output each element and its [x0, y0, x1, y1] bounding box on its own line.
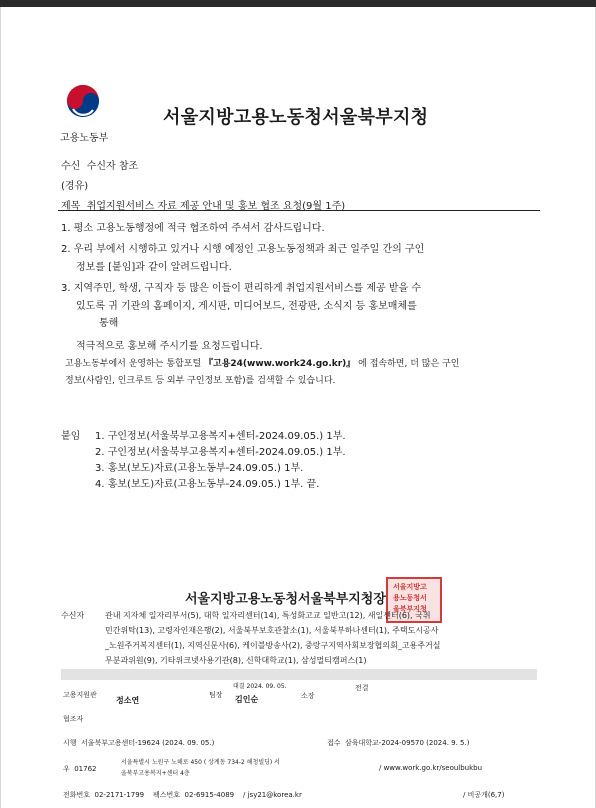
seal-text-line: 용노동청서 [393, 594, 427, 602]
recipients-line: _노원주거복지센터(1), 지역신문사(6), 케이블방송사(2), 중랑구지역사회보장협의회_고용주거실 [105, 641, 441, 650]
portal-note-suffix: 에 접속하면, 더 많은 구인 [358, 359, 460, 369]
recipients-line: 관내 지자체 일자리부서(5), 대학 일자리센터(14), 특성화고교 일반고(12), 새일센터(6), 국취 [105, 611, 431, 620]
postal-line [63, 764, 97, 774]
phone-label: 전화번호 [63, 791, 91, 799]
document-page [0, 7, 596, 808]
approval-role-4: 전결 [355, 684, 369, 692]
attachments-label: 붙임 [61, 431, 81, 442]
approval-date: 대결 2024. 09. 05. [233, 683, 287, 690]
approval-signature-1: 정소연 [116, 695, 140, 705]
approval-role-2: 팀장 [209, 691, 223, 699]
recipient-value: 수신자 참조 [86, 161, 139, 172]
via-line: (경유) [61, 181, 89, 192]
paragraph-3-line-4: 적극적으로 홍보해 주시기를 요청드립니다. [76, 341, 263, 352]
subject-label: 제목 [61, 201, 81, 212]
ministry-logo-text: 고용노동부 [60, 133, 109, 144]
enforce-value: 서울북부고용센터-19624 (2024. 09. 05.) [80, 739, 215, 747]
address-line-2: 울북부고용복지+센터 4층 [121, 770, 190, 777]
recipient-line [61, 157, 138, 172]
cooperator-label: 협조자 [63, 715, 84, 723]
paragraph-3-line-2: 있도록 귀 기관의 홈페이지, 게시판, 미디어보드, 전광판, 소식지 등 홍보매체를 [76, 301, 417, 312]
seal-text-line: 서울지방고 [393, 583, 427, 591]
portal-note-prefix: 고용노동부에서 운영하는 통합포털 [65, 359, 202, 369]
window-top-bar [0, 0, 596, 7]
portal-note-line-1 [65, 356, 459, 369]
enforce-line [63, 738, 214, 748]
website-link[interactable]: / www.work.go.kr/seoulbukbu [379, 764, 483, 772]
postal-code: 01762 [74, 765, 97, 773]
attachment-item: 1. 구인정보(서울북부고용복지+센터-2024.09.05.) 1부. [95, 431, 346, 442]
fax-number: 02-6915-4089 [184, 791, 235, 799]
paragraph-2-line-2: 정보를 [붙임]과 같이 알려드립니다. [76, 262, 232, 273]
recipients-line: 민간위탁(13), 고령자인재은행(2), 서울북부보호관찰소(1), 서울북부하나센터(1), 주택도시공사 [105, 626, 439, 635]
recipients-label: 수신자 [61, 611, 85, 620]
paragraph-3-line-3: 통해 [99, 318, 119, 329]
paragraph-3-line-1: 3. 지역주민, 학생, 구직자 등 많은 이들이 편리하게 취업지원서비스를 제공 받을 수 [61, 283, 421, 294]
subject-divider [58, 210, 540, 211]
email-link[interactable]: / jsy21@korea.kr [243, 791, 302, 799]
approval-role-3: 소장 [301, 692, 315, 700]
receipt-value: 삼육대학교-2024-09570 (2024. 9. 5.) [344, 739, 470, 747]
fax-label: 팩스번호 [153, 791, 181, 799]
attachment-item: 3. 홍보(보도)자료(고용노동부-24.09.05.) 1부. [95, 463, 304, 474]
enforce-label: 시행 [63, 739, 77, 747]
approval-signature-2: 김인순 [235, 694, 259, 704]
receipt-label: 접수 [327, 739, 341, 747]
receipt-line [327, 738, 469, 748]
address-line-1: 서울특별시 노원구 노해로 450 ( 상계동 734-2 해청빌딩) 서 [121, 759, 280, 766]
phone-number: 02-2171-1799 [94, 791, 145, 799]
portal-note-line-2: 정보(사람인, 인크루트 등 외부 구인정보 포함)를 검색할 수 있습니다. [65, 376, 336, 386]
attachment-item: 4. 홍보(보도)자료(고용노동부-24.09.05.) 1부. 끝. [95, 479, 320, 490]
disclosure-status: / 비공개(6,7) [463, 791, 505, 799]
recipient-label: 수신 [61, 161, 81, 172]
agency-title: 서울지방고용노동청서울북부지청 [163, 107, 429, 128]
postal-label: 우 [63, 765, 70, 773]
attachment-item: 2. 구인정보(서울북부고용복지+센터-2024.09.05.) 1부. [95, 447, 346, 458]
portal-name: 『고용24(www.work24.go.kr)』 [204, 359, 356, 369]
subject-value: 취업지원서비스 자료 제공 안내 및 홍보 협조 요청(9월 1주) [86, 201, 346, 212]
seal-text-line: 울북부지청 [393, 605, 427, 613]
signer-title: 서울지방고용노동청서울북부지청장 [185, 592, 386, 607]
paragraph-2-line-1: 2. 우리 부에서 시행하고 있거나 시행 예정인 고용노동정책과 최근 일주일 간의 구인 [61, 244, 425, 255]
contact-line [63, 790, 302, 800]
ministry-logo-icon [65, 83, 101, 119]
footer-gray-band [61, 669, 537, 680]
recipients-line: 무분과위원(9), 기타위크넷사용기관(8), 신학대학교(1), 삼성멀티캠퍼스(1) [105, 656, 367, 665]
approval-role-1: 고용지원관 [63, 691, 97, 699]
paragraph-1: 1. 평소 고용노동행정에 적극 협조하여 주셔서 감사드립니다. [61, 223, 325, 234]
